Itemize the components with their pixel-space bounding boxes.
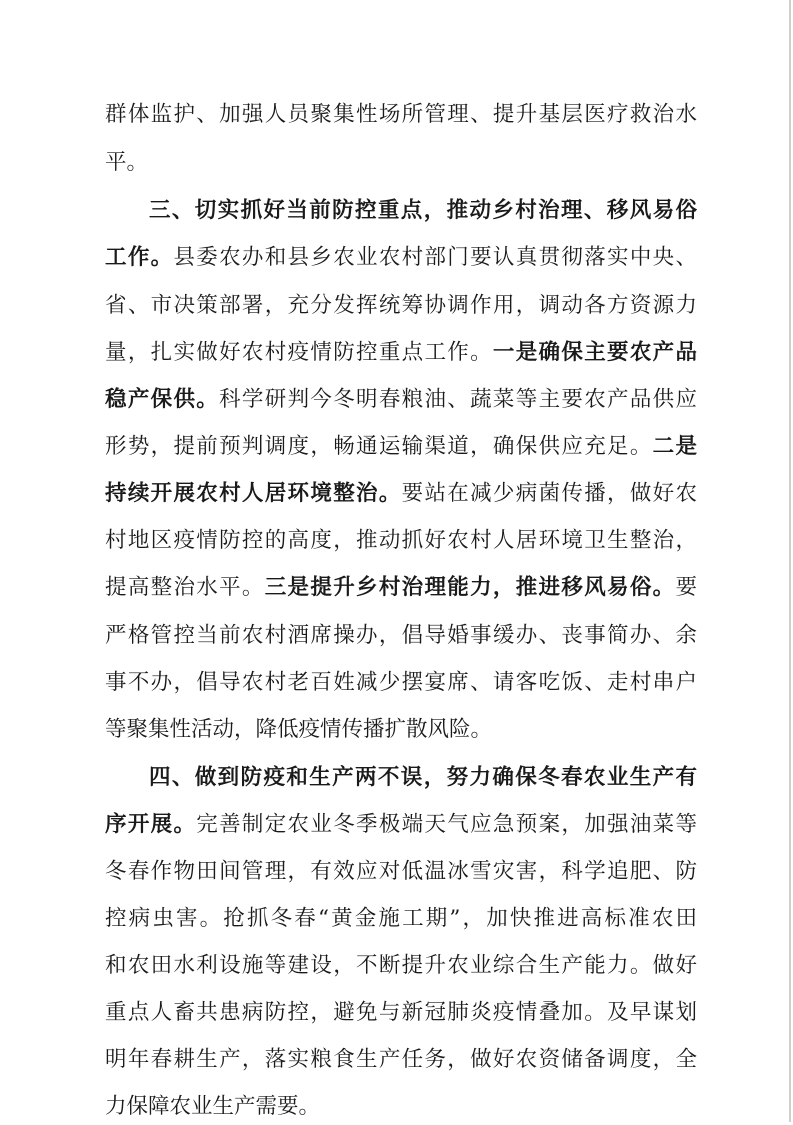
text-line [105, 288, 697, 324]
text-segment: 形势，提前预判调度，畅通运输渠道，确保供应充足。 [105, 434, 653, 459]
text-segment: 控病虫害。抢抓冬春“黄金施工期”，加快推进高标准农田 [105, 906, 697, 931]
text-segment: 村地区疫情防控的高度，推动抓好农村人居环境卫生整治， [105, 528, 697, 553]
text-line [105, 807, 697, 843]
text-segment: 要站在减少病菌传播，做好农 [401, 481, 697, 506]
text-segment-bold: 三、切实抓好当前防控重点，推动乡村治理、移风易俗 [149, 198, 697, 223]
text-segment: 重点人畜共患病防控，避免与新冠肺炎疫情叠加。及早谋划 [105, 1000, 697, 1025]
text-segment-bold: 稳产保供。 [105, 387, 220, 412]
text-line [105, 97, 697, 133]
text-line [105, 382, 697, 418]
text-segment-bold: 工作。 [105, 245, 174, 270]
text-segment-bold: 序开展。 [105, 812, 197, 837]
text-segment-bold: 二是 [652, 434, 697, 459]
text-segment: 完善制定农业冬季极端天气应急预案，加强油菜等 [196, 812, 697, 837]
text-segment: 群体监护、加强人员聚集性场所管理、提升基层医疗救治水 [105, 102, 697, 127]
text-segment: 明年春耕生产，落实粮食生产任务，做好农资储备调度，全 [105, 1047, 697, 1072]
text-segment: 事不办，倡导农村老百姓减少摆宴席、请客吃饭、走村串户 [105, 670, 697, 695]
text-line [105, 335, 697, 371]
text-segment: 县委农办和县乡农业农村部门要认真贯彻落实中央、 [173, 245, 697, 270]
text-line [105, 429, 697, 465]
text-segment: 省、市决策部署，充分发挥统筹协调作用，调动各方资源力 [105, 293, 697, 318]
text-line [105, 476, 697, 512]
text-segment: 科学研判今冬明春粮油、蔬菜等主要农产品供应 [219, 387, 697, 412]
text-segment: 力保障农业生产需要。 [105, 1094, 321, 1119]
text-segment-bold: 一是确保主要农产品 [492, 340, 697, 365]
text-line [105, 665, 697, 701]
text-segment: 严格管控当前农村酒席操办，倡导婚事缓办、丧事简办、余 [105, 623, 697, 648]
text-line [105, 901, 697, 937]
text-segment: 冬春作物田间管理，有效应对低温冰雪灾害，科学追肥、防 [105, 859, 697, 884]
text-line [105, 240, 697, 276]
text-segment: 等聚集性活动，降低疫情传播扩散风险。 [105, 717, 493, 742]
text-line [105, 948, 697, 984]
text-line [105, 1042, 697, 1078]
text-line [105, 618, 697, 654]
text-segment: 提高整治水平。 [105, 575, 265, 600]
text-line [105, 1089, 320, 1125]
text-line [105, 523, 697, 559]
text-line [105, 145, 148, 181]
text-segment-bold: 持续开展农村人居环境整治。 [105, 481, 402, 506]
text-line [105, 570, 697, 606]
text-line [105, 995, 697, 1031]
section-heading [149, 760, 697, 796]
text-segment: 和农田水利设施等建设，不断提升农业综合生产能力。做好 [105, 953, 697, 978]
text-line [105, 854, 697, 890]
text-segment-bold: 三是提升乡村治理能力，推进移风易俗。 [264, 575, 676, 600]
section-heading [149, 193, 697, 229]
scan-edge-divider [789, 0, 791, 1122]
text-segment-bold: 四、做到防疫和生产两不误，努力确保冬春农业生产有 [149, 765, 697, 790]
text-segment: 平。 [105, 150, 149, 175]
text-segment: 量，扎实做好农村疫情防控重点工作。 [105, 340, 493, 365]
text-segment: 要 [675, 575, 697, 600]
text-line [105, 712, 492, 748]
